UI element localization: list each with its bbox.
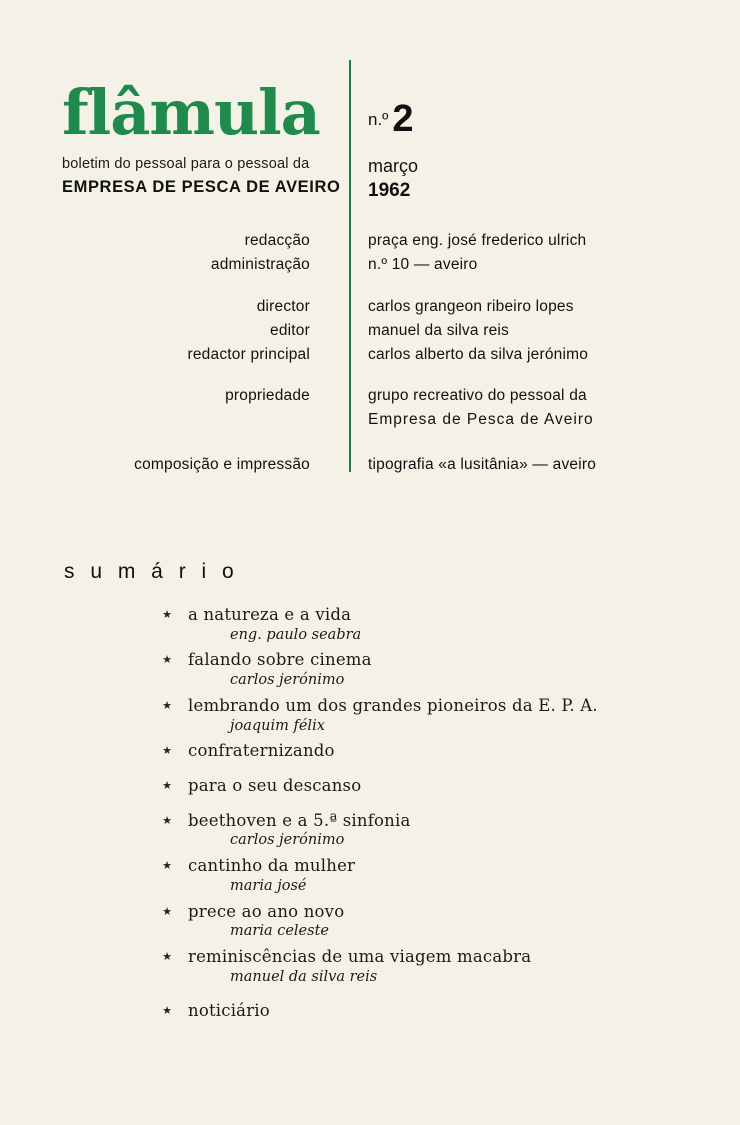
star-icon: ★ bbox=[162, 780, 172, 793]
list-item bbox=[160, 856, 680, 895]
star-icon: ★ bbox=[162, 745, 172, 758]
credit-label-composicao: composição e impressão bbox=[134, 456, 310, 473]
credit-value-propriedade-line-2: Empresa de Pesca de Aveiro bbox=[368, 411, 594, 428]
star-icon: ★ bbox=[162, 699, 172, 712]
toc-item-author: eng. paulo seabra bbox=[230, 626, 362, 643]
toc-item-author: carlos jerónimo bbox=[230, 672, 345, 689]
issue-number bbox=[368, 98, 414, 141]
table-of-contents bbox=[160, 605, 680, 1027]
list-item bbox=[160, 696, 680, 735]
list-item bbox=[160, 776, 680, 797]
toc-item-author: joaquim félix bbox=[230, 717, 325, 734]
vertical-divider-rule bbox=[349, 60, 351, 472]
star-icon: ★ bbox=[162, 905, 172, 918]
credit-label-redaccao: redacção bbox=[244, 232, 310, 249]
toc-item-title: beethoven e a 5.ª sinfonia bbox=[188, 810, 411, 830]
masthead-subtitle-line-1: boletim do pessoal para o pessoal da bbox=[62, 156, 310, 172]
toc-item-title: lembrando um dos grandes pioneiros da E. P. A. bbox=[188, 695, 598, 715]
toc-item-title: falando sobre cinema bbox=[188, 650, 372, 670]
credit-value-redactor: carlos alberto da silva jerónimo bbox=[368, 346, 589, 363]
masthead bbox=[0, 60, 740, 480]
toc-item-author: maria josé bbox=[230, 877, 307, 894]
issue-number-value: 2 bbox=[392, 98, 414, 140]
credit-value-editor: manuel da silva reis bbox=[368, 322, 509, 339]
credit-value-director: carlos grangeon ribeiro lopes bbox=[368, 298, 574, 315]
list-item bbox=[160, 902, 680, 941]
toc-item-title: para o seu descanso bbox=[188, 776, 362, 796]
credit-value-redaccao: praça eng. josé frederico ulrich bbox=[368, 232, 587, 249]
credit-label-administracao: administração bbox=[210, 256, 310, 273]
toc-item-title: cantinho da mulher bbox=[188, 856, 356, 876]
credit-value-propriedade: grupo recreativo do pessoal da bbox=[368, 387, 587, 404]
credit-label-redactor: redactor principal bbox=[187, 346, 310, 363]
list-item bbox=[160, 947, 680, 986]
list-item bbox=[160, 605, 680, 644]
toc-item-author: maria celeste bbox=[230, 923, 329, 940]
issue-month: março bbox=[368, 156, 419, 176]
toc-item-author: manuel da silva reis bbox=[230, 968, 378, 985]
star-icon: ★ bbox=[162, 1004, 172, 1017]
masthead-subtitle-line-2: EMPRESA DE PESCA DE AVEIRO bbox=[62, 178, 341, 196]
list-item bbox=[160, 1001, 680, 1022]
credit-value-composicao: tipografia «a lusitânia» — aveiro bbox=[368, 456, 597, 473]
toc-item-title: a natureza e a vida bbox=[188, 605, 352, 624]
credit-value-administracao: n.º 10 — aveiro bbox=[368, 256, 478, 273]
star-icon: ★ bbox=[162, 951, 172, 964]
toc-item-title: noticiário bbox=[188, 1000, 270, 1020]
magazine-logo: flâmula bbox=[62, 76, 320, 149]
issue-year: 1962 bbox=[368, 180, 411, 201]
toc-item-title: confraternizando bbox=[188, 741, 335, 761]
list-item bbox=[160, 741, 680, 762]
star-icon: ★ bbox=[162, 654, 172, 667]
credit-label-director: director bbox=[256, 298, 310, 315]
star-icon: ★ bbox=[162, 814, 172, 827]
list-item bbox=[160, 650, 680, 689]
star-icon: ★ bbox=[162, 609, 172, 621]
toc-item-title: prece ao ano novo bbox=[188, 901, 345, 921]
issue-number-prefix: n.º bbox=[368, 110, 389, 129]
credit-label-propriedade: propriedade bbox=[225, 387, 310, 404]
toc-item-author: carlos jerónimo bbox=[230, 832, 345, 849]
summary-heading: s u m á r i o bbox=[64, 560, 239, 583]
star-icon: ★ bbox=[162, 860, 172, 873]
credit-label-editor: editor bbox=[270, 322, 310, 339]
toc-item-title: reminiscências de uma viagem macabra bbox=[188, 947, 532, 967]
list-item bbox=[160, 811, 680, 850]
